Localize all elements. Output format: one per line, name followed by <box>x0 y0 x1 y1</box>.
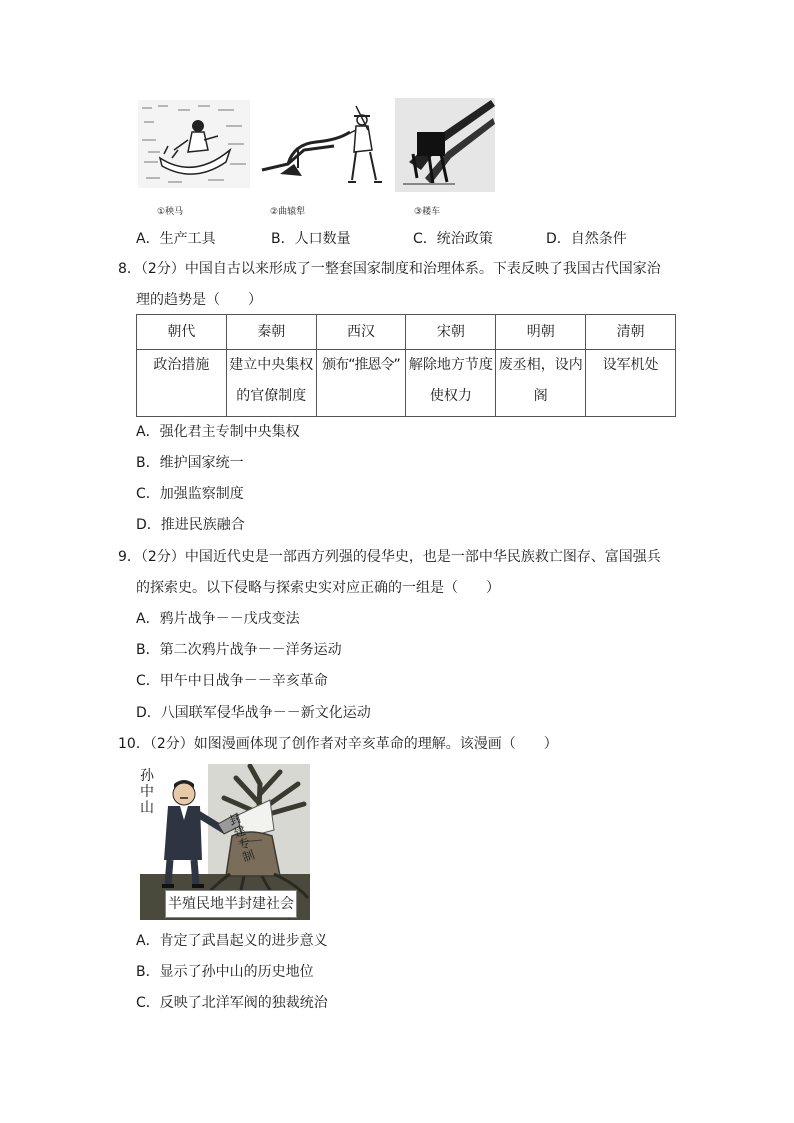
q8-option-b[interactable]: B．维护国家统一 <box>136 455 244 471</box>
q7-option-c[interactable]: C．统治政策 <box>413 231 493 247</box>
louche-caption: ③耧车 <box>414 207 441 217</box>
table-header-row <box>137 315 676 350</box>
q8-stem-line2: 理的趋势是（ ） <box>136 292 262 308</box>
cell-line: 的官僚制度 <box>236 388 307 404</box>
cell-line: 废丞相，设内 <box>498 357 583 373</box>
q8-option-c[interactable]: C．加强监察制度 <box>136 486 244 502</box>
cell-line: 设军机处 <box>602 357 659 373</box>
q9-stem-line1: 9．（2分）中国近代史是一部西方列强的侵华史，也是一部中华民族救亡图存、富国强兵 <box>118 549 661 565</box>
table-cell <box>316 350 406 417</box>
cell-line: 阁 <box>533 388 548 404</box>
table-cell <box>496 350 586 417</box>
table-cell <box>406 350 496 417</box>
q7-option-a[interactable]: A．生产工具 <box>136 231 216 247</box>
q9-option-d[interactable]: D．八国联军侵华战争－－新文化运动 <box>136 705 371 721</box>
q9-option-c[interactable]: C．甲午中日战争－－辛亥革命 <box>136 673 328 689</box>
table-header-cell: 秦朝 <box>226 315 316 350</box>
q10-option-a[interactable]: A．肯定了武昌起义的进步意义 <box>136 933 328 949</box>
q8-option-a[interactable]: A．强化君主专制中央集权 <box>136 424 300 440</box>
q9-option-a[interactable]: A．鸦片战争－－戊戌变法 <box>136 611 300 627</box>
quyuanli-caption: ②曲辕犁 <box>270 207 306 217</box>
cell-line: 解除地方节度 <box>408 357 493 373</box>
yangma-figure <box>138 100 250 188</box>
q10-stem: 10．（2分）如图漫画体现了创作者对辛亥革命的理解。该漫画（ ） <box>118 736 558 752</box>
q7-option-b[interactable]: B．人口数量 <box>271 231 351 247</box>
q7-option-d[interactable]: D．自然条件 <box>546 231 627 247</box>
yangma-caption: ①秧马 <box>157 207 184 217</box>
dynasty-table <box>136 314 676 417</box>
cartoon-base-label: 半殖民地半封建社会 <box>165 890 297 918</box>
q8-option-d[interactable]: D．推进民族融合 <box>136 517 245 533</box>
cell-line: 颁布“推恩令” <box>322 357 400 373</box>
table-header-cell: 朝代 <box>137 315 227 350</box>
q10-option-b[interactable]: B．显示了孙中山的历史地位 <box>136 964 314 980</box>
table-header-cell: 西汉 <box>316 315 406 350</box>
table-header-cell: 宋朝 <box>406 315 496 350</box>
cell-line: 使权力 <box>429 388 472 404</box>
table-cell <box>226 350 316 417</box>
table-header-cell: 明朝 <box>496 315 586 350</box>
quyuanli-figure <box>258 102 388 188</box>
q9-stem-line2: 的探索史。以下侵略与探索史实对应正确的一组是（ ） <box>136 580 500 596</box>
cartoon-person-label: 孙中山 <box>140 768 154 816</box>
q9-option-b[interactable]: B．第二次鸦片战争－－洋务运动 <box>136 642 342 658</box>
table-header-cell: 清朝 <box>586 315 676 350</box>
q8-stem-line1: 8．（2分）中国自古以来形成了一整套国家制度和治理体系。下表反映了我国古代国家治 <box>118 261 661 277</box>
louche-figure <box>395 98 495 192</box>
cartoon-tree-label: 封建专制 <box>227 810 257 865</box>
q7-options <box>136 228 656 248</box>
q10-option-c[interactable]: C．反映了北洋军阀的独裁统治 <box>136 995 328 1011</box>
cell-line: 建立中央集权 <box>229 357 314 373</box>
table-row-label: 政治措施 <box>137 350 227 417</box>
table-cell <box>586 350 676 417</box>
table-row <box>137 350 676 417</box>
